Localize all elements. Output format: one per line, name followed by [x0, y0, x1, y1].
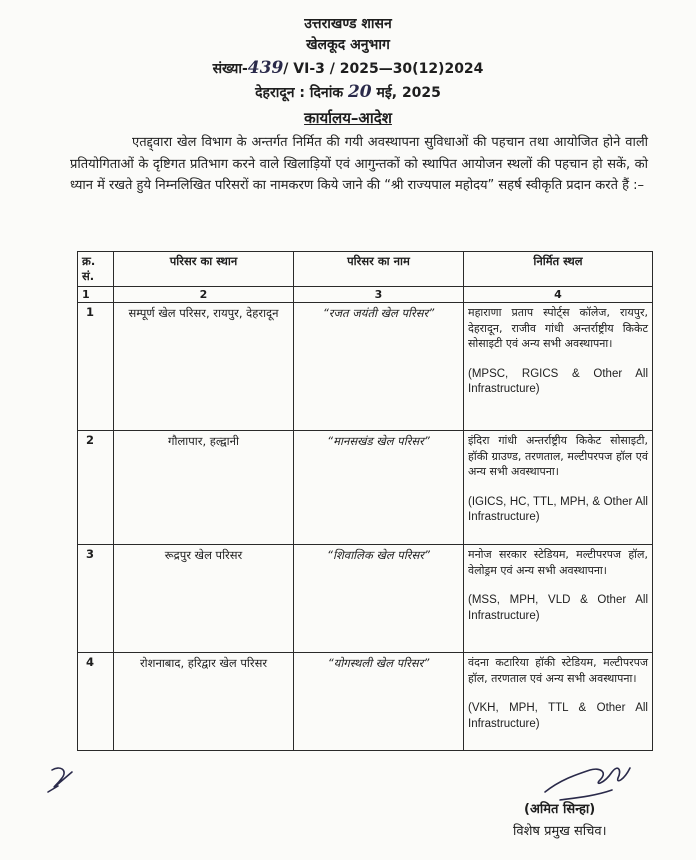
- order-title: कार्यालय–आदेश: [304, 109, 392, 127]
- initial-mark-left: [48, 768, 72, 792]
- signatory-designation: विशेष प्रमुख सचिव।: [513, 824, 607, 839]
- row-location: गौलापार, हल्द्वानी: [114, 431, 294, 545]
- row-location: सम्पूर्ण खेल परिसर, रायपुर, देहरादून: [114, 303, 294, 431]
- infra-english: (MPSC, RGICS & Other All Infrastructure): [468, 367, 648, 395]
- signature-scribble: [545, 768, 630, 800]
- col-number: 1: [78, 287, 114, 303]
- govt-title: उत्तराखण्ड शासन: [304, 16, 392, 32]
- order-paragraph: एतद्द्वारा खेल विभाग के अन्तर्गत निर्मित की गयी अवस्थापना सुविधाओं की पहचान तथा आयोजित होने वाली प्रतियोगिताओं के दृष्टिगत प्रतिभाग करने वाले खिलाड़ियों एवं आगुन्तकों को स्थापित आयोजन स्थलों की पहचान हो सकें, को ध्यान में रखते हुये निम्नलिखित परिसरों का नामकरण किये जाने की “श्री राज्यपाल महोदय” सहर्ष स्वीकृति प्रदान करते हैं :–: [70, 135, 648, 193]
- header-serial: क्र. सं.: [78, 252, 114, 287]
- row-premises-name: “रजत जयंती खेल परिसर”: [294, 303, 464, 431]
- row-serial: 2: [78, 431, 114, 545]
- infra-hindi: इंदिरा गांधी अन्तर्राष्ट्रीय किकेट सोसाइटी, हॉकी ग्राउण्ड, तरणताल, मल्टीपरपज हॉल एवं अन्य सभी अवस्थापना।: [468, 434, 648, 478]
- section-title: खेलकूद अनुभाग: [306, 37, 390, 53]
- infra-hindi: मनोज सरकार स्टेडियम, मल्टीपरपज हॉल, वेलोड्रम एवं अन्य सभी अवस्थापना।: [468, 548, 648, 577]
- number-prefix: संख्या-: [212, 61, 248, 77]
- header-name: परिसर का नाम: [294, 252, 464, 287]
- date-prefix: देहरादून : दिनांक: [255, 85, 344, 101]
- header-location: परिसर का स्थान: [114, 252, 294, 287]
- number-suffix: / VI-3 / 2025—30(12)2024: [283, 61, 484, 77]
- row-location: रोशनाबाद, हरिद्वार खेल परिसर: [114, 653, 294, 751]
- number-handwritten: 439: [247, 58, 284, 78]
- col-number: 3: [294, 287, 464, 303]
- infra-hindi: महाराणा प्रताप स्पोर्ट्स कॉलेज, रायपुर, देहरादून, राजीव गांधी अन्तर्राष्ट्रीय किकेट सोसाइटी एवं अन्य सभी अवस्थापना।: [468, 306, 648, 350]
- signatory-name: (अमित सिन्हा): [524, 802, 596, 817]
- row-premises-name: “शिवालिक खेल परिसर”: [294, 545, 464, 653]
- infra-english: (MSS, MPH, VLD & Other All Infrastructure): [468, 594, 648, 622]
- header-infrastructure: निर्मित स्थल: [464, 252, 653, 287]
- infra-hindi: वंदना कटारिया हॉकी स्टेडियम, मल्टीपरपज हॉल, तरणताल एवं अन्य सभी अवस्थापना।: [468, 656, 648, 685]
- col-number: 2: [114, 287, 294, 303]
- row-premises-name: “योगस्थली खेल परिसर”: [294, 653, 464, 751]
- col-number: 4: [464, 287, 653, 303]
- date-handwritten: 20: [347, 82, 372, 102]
- row-location: रूद्रपुर खेल परिसर: [114, 545, 294, 653]
- row-premises-name: “मानसखंड खेल परिसर”: [294, 431, 464, 545]
- row-serial: 1: [78, 303, 114, 431]
- row-serial: 4: [78, 653, 114, 751]
- date-suffix: मई, 2025: [376, 85, 441, 101]
- infra-english: (IGICS, HC, TTL, MPH, & Other All Infrastructure): [468, 495, 648, 523]
- row-serial: 3: [78, 545, 114, 653]
- infra-english: (VKH, MPH, TTL & Other All Infrastructure): [468, 702, 648, 730]
